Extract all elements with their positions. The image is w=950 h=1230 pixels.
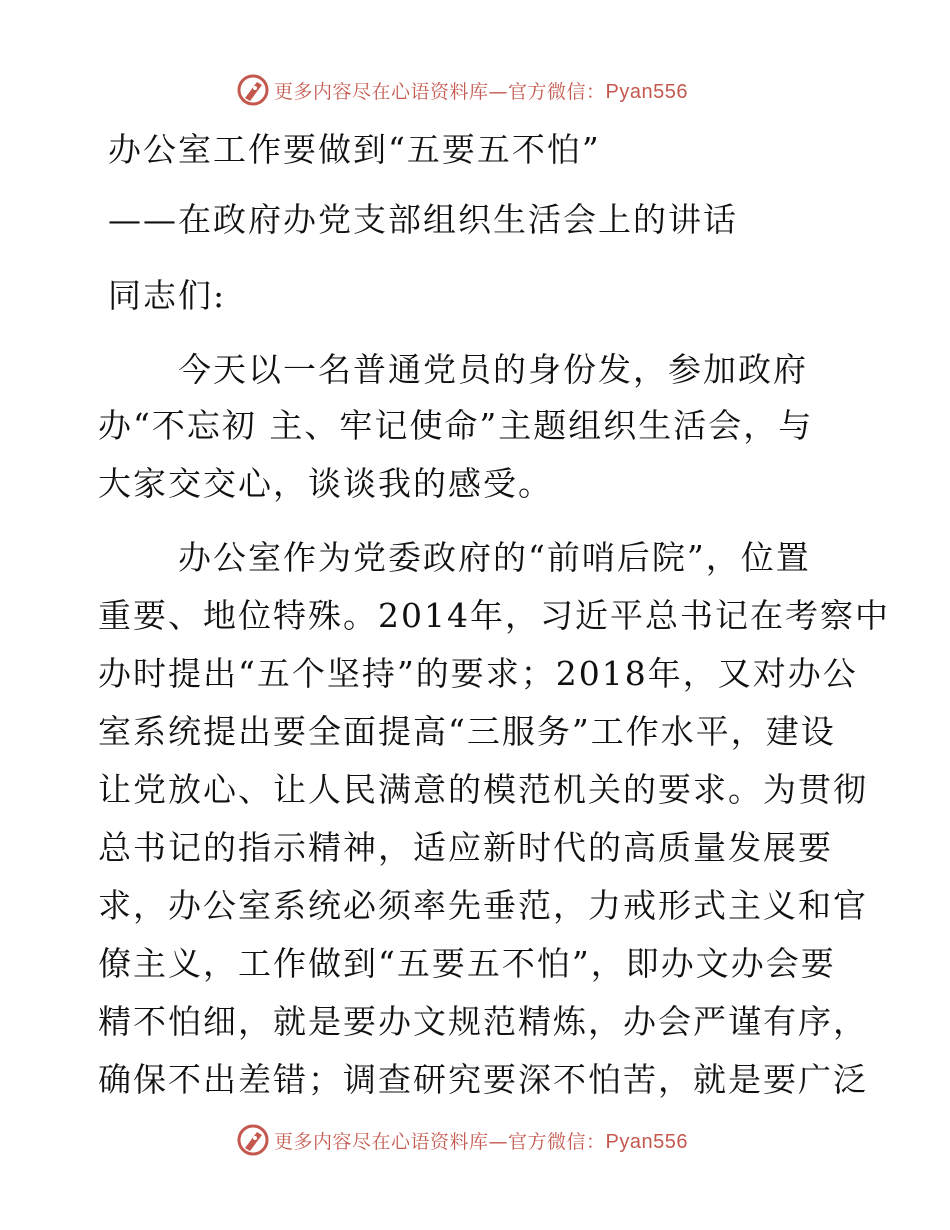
pen-nib-logo-icon xyxy=(236,73,270,107)
watermark-sub: 官方微信： xyxy=(508,80,606,103)
paragraph2-line: 办时提出“五个坚持”的要求；2018年，又对办公 xyxy=(98,654,858,693)
paragraph2-line: 精不怕细，就是要办文规范精炼，办会严谨有序， xyxy=(98,1002,868,1041)
paragraph2-line: 确保不出差错；调查研究要深不怕苦，就是要广泛 xyxy=(98,1060,868,1099)
watermark-handle: Pyan556 xyxy=(605,1130,688,1153)
watermark-dash: — xyxy=(488,80,509,103)
document-title: 办公室工作要做到“五要五不怕” xyxy=(108,130,601,169)
watermark-dash: — xyxy=(488,1130,509,1153)
paragraph1-line: 办“不忘初 主、牢记使命”主题组织生活会，与 xyxy=(98,406,814,445)
paragraph2-line: 室系统提出要全面提高“三服务”工作水平，建设 xyxy=(98,712,836,751)
watermark-text xyxy=(274,77,688,104)
greeting: 同志们: xyxy=(108,276,227,315)
paragraph2-line: 僚主义，工作做到“五要五不怕”，即办文办会要 xyxy=(98,944,836,983)
watermark-main: 更多内容尽在心语资料库 xyxy=(274,1130,489,1153)
paragraph2-line: 重要、地位特殊。2014年，习近平总书记在考察中 xyxy=(98,596,890,635)
watermark-text xyxy=(274,1127,688,1154)
paragraph2-line: 求，办公室系统必须率先垂范，力戒形式主义和官 xyxy=(98,886,868,925)
paragraph2-line: 总书记的指示精神，适应新时代的高质量发展要 xyxy=(98,828,833,867)
footer-watermark xyxy=(236,1122,688,1158)
watermark-main: 更多内容尽在心语资料库 xyxy=(274,80,489,103)
paragraph2-line: 让党放心、让人民满意的模范机关的要求。为贯彻 xyxy=(98,770,868,809)
watermark-handle: Pyan556 xyxy=(605,80,688,103)
paragraph1-line: 今天以一名普通党员的身份发，参加政府 xyxy=(178,350,808,389)
paragraph2-line: 办公室作为党委政府的“前哨后院”，位置 xyxy=(178,538,811,577)
pen-nib-logo-icon xyxy=(236,1123,270,1157)
header-watermark xyxy=(236,72,688,108)
paragraph1-line: 大家交交心，谈谈我的感受。 xyxy=(98,464,553,503)
watermark-sub: 官方微信： xyxy=(508,1130,606,1153)
document-subtitle: ——在政府办党支部组织生活会上的讲话 xyxy=(108,200,738,239)
